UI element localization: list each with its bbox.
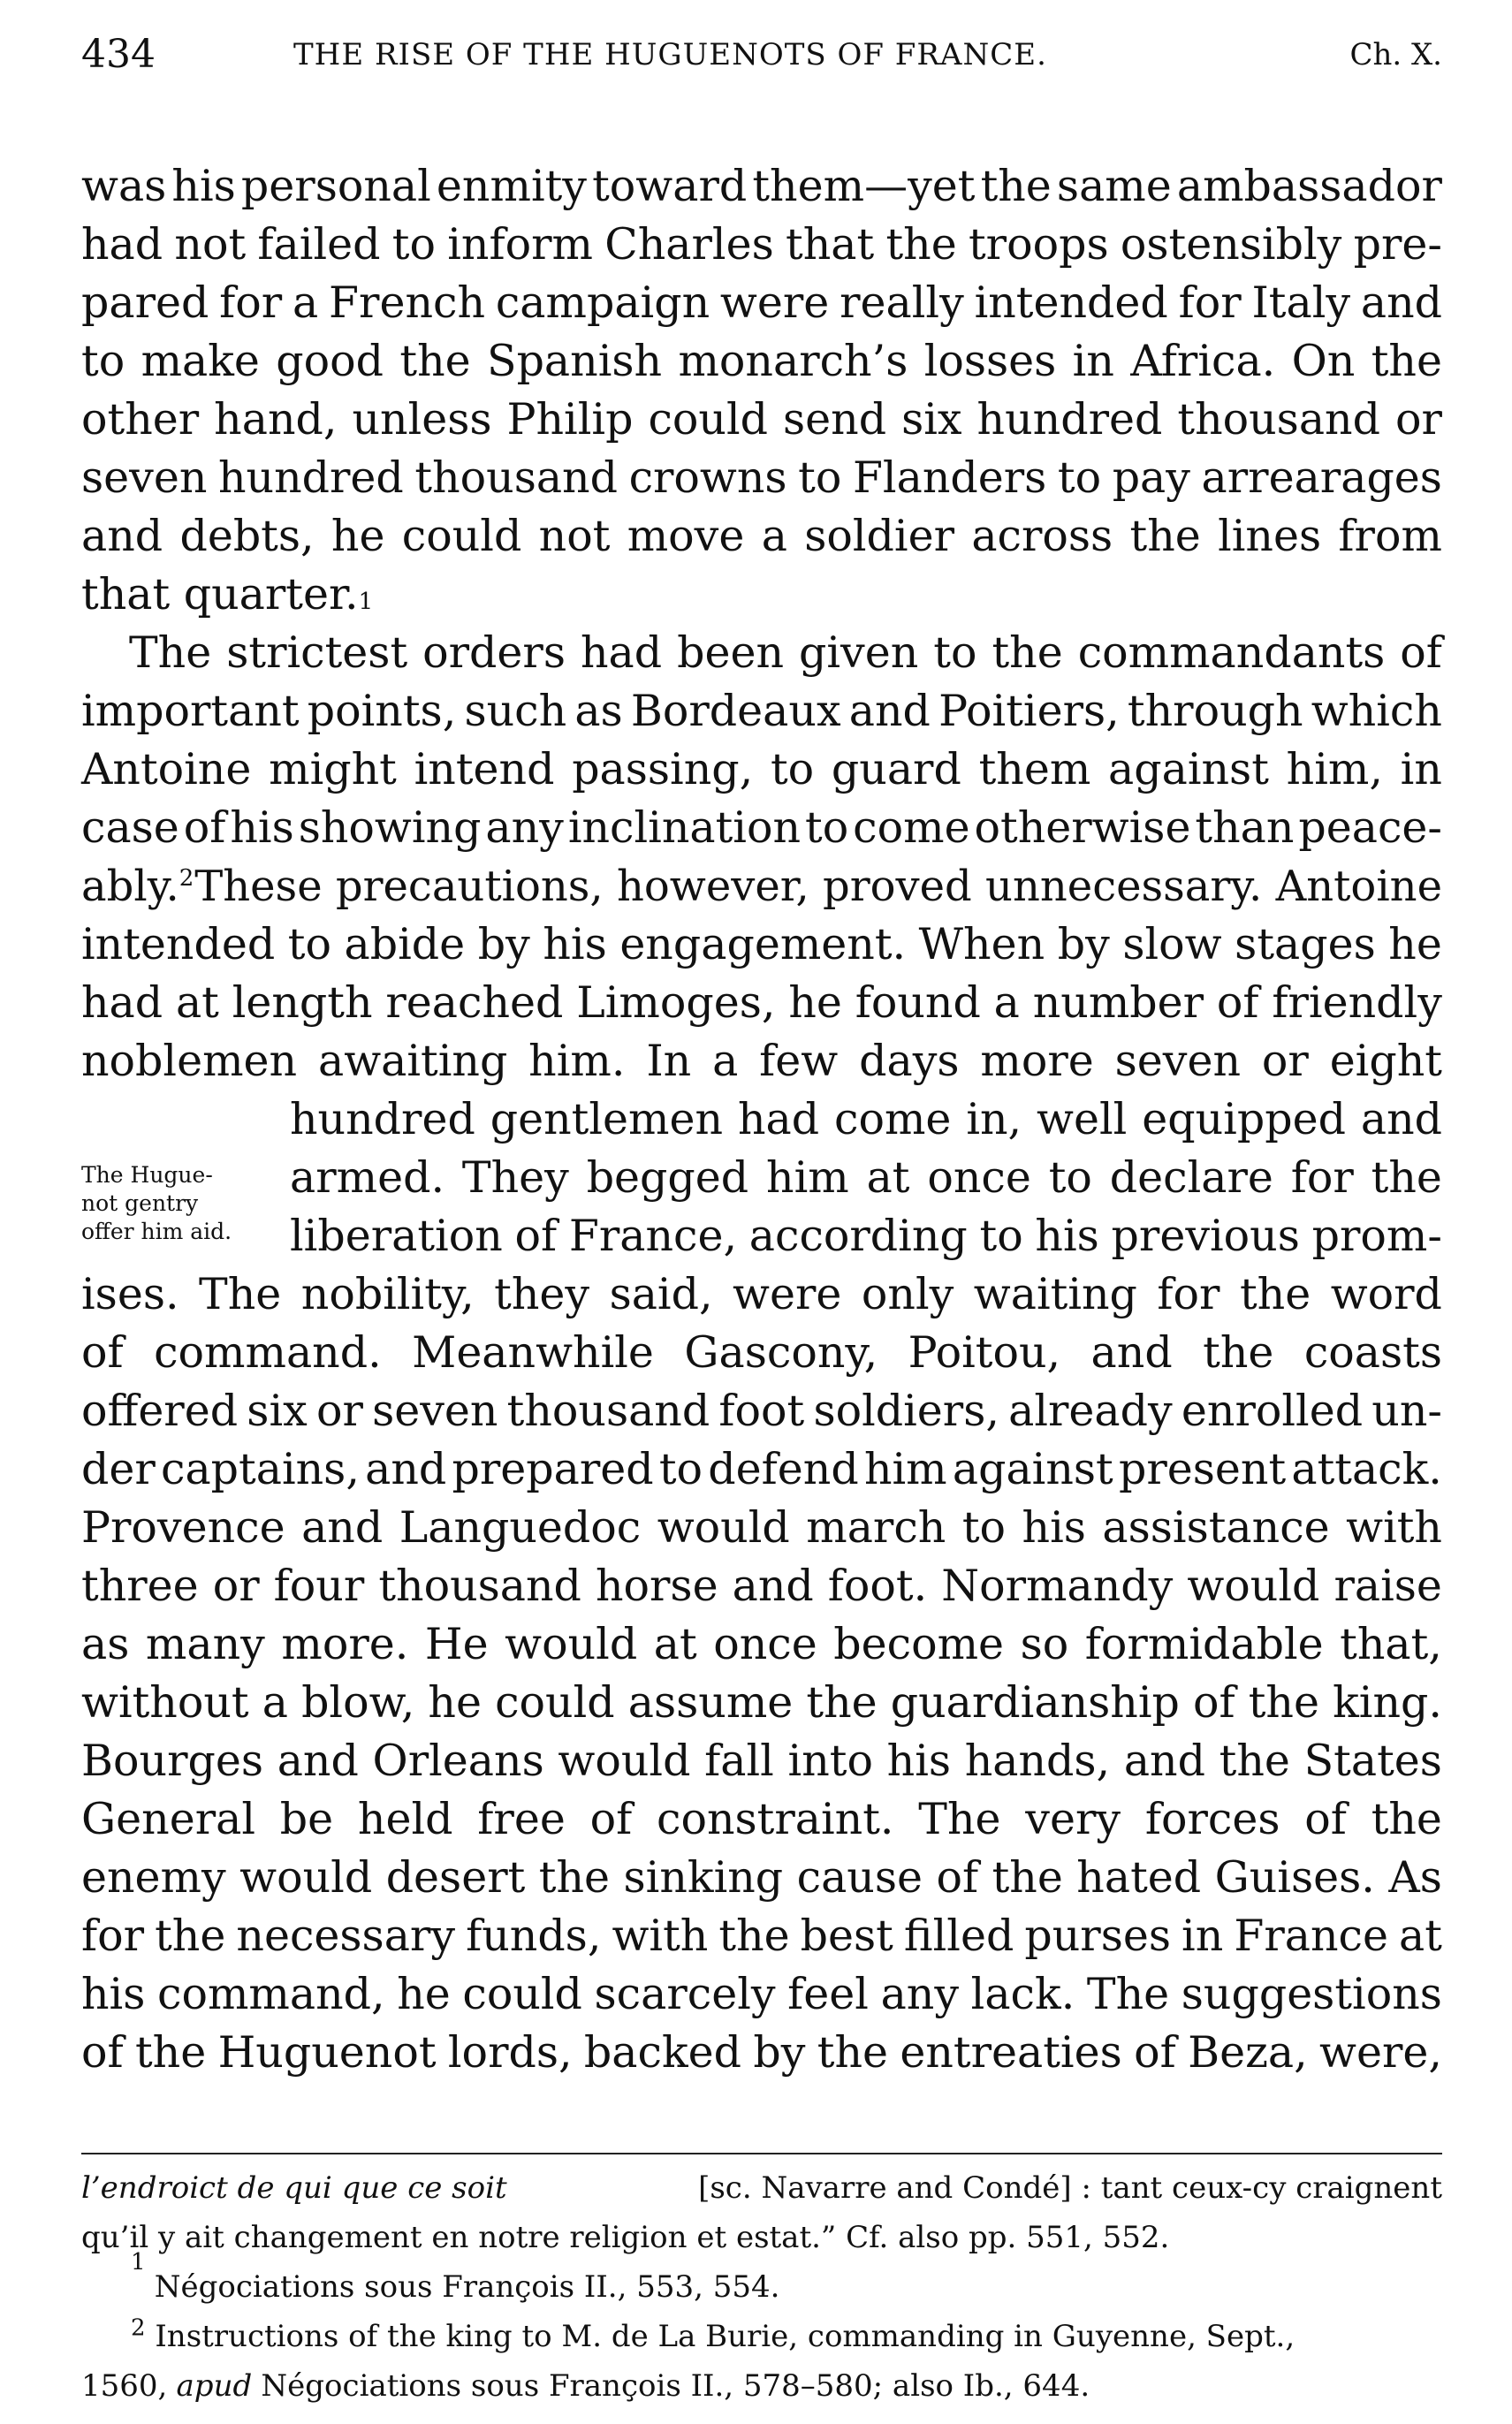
- marginal-sidenote: The Hugue- not gentry offer him aid.: [81, 1162, 232, 1244]
- text-line: case of his showing any inclination to come otherwise than peace-: [81, 802, 1442, 853]
- text-line: ises. The nobility, they said, were only waiting for the word: [81, 1269, 1442, 1319]
- text-line: pared for a French campaign were really intended for Italy and: [81, 277, 1442, 328]
- page-number: 434: [81, 32, 156, 77]
- text-line: offered six or seven thousand foot soldiers, already enrolled un-: [81, 1386, 1442, 1436]
- text-line: Bourges and Orleans would fall into his hands, and the States: [81, 1736, 1442, 1786]
- text-line: three or four thousand horse and foot. Normandy would raise: [81, 1561, 1442, 1611]
- text-line: to make good the Spanish monarch’s losses in Africa. On the: [81, 336, 1442, 386]
- footnote-number: 1: [131, 2249, 146, 2276]
- text-line: armed. They begged him at once to declare for the: [290, 1152, 1442, 1203]
- footnote-ref-2: 2: [179, 865, 194, 892]
- text-line: of the Huguenot lords, backed by the entreaties of Beza, were,: [81, 2027, 1442, 2078]
- text-line: as many more. He would at once become so formidable that,: [81, 1619, 1442, 1669]
- running-title: THE RISE OF THE HUGUENOTS OF FRANCE.: [293, 37, 1047, 72]
- text-line: liberation of France, according to his previous prom-: [290, 1211, 1442, 1261]
- text-line: that quarter. 1: [81, 569, 374, 619]
- footnote-2-continuation: 1560, apud Négociations sous François II., 578–580; also Ib., 644.: [81, 2368, 1090, 2404]
- text-line: other hand, unless Philip could send six hundred thousand or: [81, 394, 1442, 445]
- text-line: Antoine might intend passing, to guard them against him, in: [81, 744, 1442, 794]
- text-line: was his personal enmity toward them—yet the same ambassador: [81, 161, 1442, 211]
- text-line: had not failed to inform Charles that the troops ostensibly pre-: [81, 219, 1442, 270]
- text-line: intended to abide by his engagement. When by slow stages he: [81, 919, 1442, 969]
- sidenote-block: [81, 1090, 1442, 1265]
- text-line: seven hundred thousand crowns to Flanders to pay arrearages: [81, 452, 1442, 503]
- footnote-continuation-line: l’endroict de qui que ce soit [sc. Navarre and Condé] : tant ceux-cy craignent: [81, 2170, 1442, 2206]
- text-line: his command, he could scarcely feel any lack. The suggestions: [81, 1969, 1442, 2019]
- footnotes: [81, 2163, 1442, 2411]
- chapter-marker: Ch. X.: [1349, 37, 1442, 72]
- text-line: for the necessary funds, with the best filled purses in France at: [81, 1911, 1442, 1961]
- text-line: important points, such as Bordeaux and Poitiers, through which: [81, 686, 1442, 736]
- footnote-1: 1 Négociations sous François II., 553, 554.: [81, 2262, 1442, 2312]
- footnote-divider: [81, 2153, 1442, 2154]
- text-line: noblemen awaiting him. In a few days more seven or eight: [81, 1036, 1442, 1086]
- text-line: Provence and Languedoc would march to his assistance with: [81, 1502, 1442, 1553]
- body-text: [81, 157, 1442, 2082]
- paragraph-start-line: The strictest orders had been given to the commandants of: [129, 627, 1442, 678]
- text-line: hundred gentlemen had come in, well equipped and: [290, 1094, 1442, 1144]
- text-line: without a blow, he could assume the guardianship of the king.: [81, 1677, 1442, 1728]
- text-line: enemy would desert the sinking cause of the hated Guises. As: [81, 1852, 1442, 1903]
- footnote-2: $^2$ Instructions of the king to M. de La Burie, commanding in Guyenne, Sept.,: [131, 2314, 1295, 2354]
- text-line: General be held free of constraint. The very forces of the: [81, 1794, 1442, 1844]
- text-line: ably.$^2$ These precautions, however, proved unnecessary. Antoine: [81, 862, 1442, 911]
- text-line: of command. Meanwhile Gascony, Poitou, and the coasts: [81, 1327, 1442, 1378]
- page-header: [81, 32, 1442, 94]
- text-line: der captains, and prepared to defend him against present attack.: [81, 1444, 1442, 1494]
- footnote-number: 2: [131, 2314, 146, 2342]
- text-line: and debts, he could not move a soldier across the lines from: [81, 511, 1442, 561]
- text-line: had at length reached Limoges, he found a number of friendly: [81, 977, 1442, 1028]
- footnote-continuation-line: qu’il y ait changement en notre religion et estat.” Cf. also pp. 551, 552.: [81, 2220, 1170, 2255]
